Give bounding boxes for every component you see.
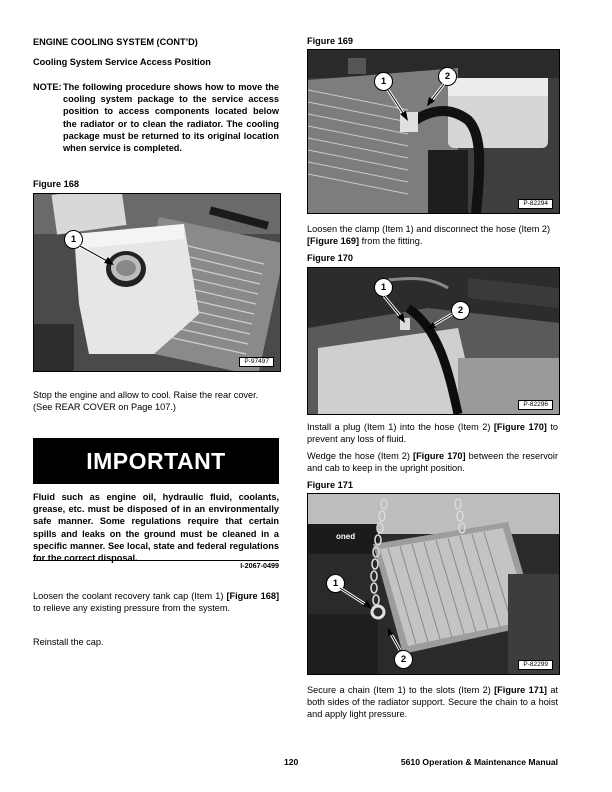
figure-169-photo [307, 49, 560, 214]
figure-168-callout-1: 1 [64, 230, 83, 249]
figure-170-callout-1: 1 [374, 278, 393, 297]
figure-168-label: Figure 168 [33, 179, 79, 189]
figure-171-photo-text: oned [336, 532, 356, 541]
figure-169-label: Figure 169 [307, 36, 353, 46]
figure-169-callout-1: 1 [374, 72, 393, 91]
figure-169-callout-2: 2 [438, 67, 457, 86]
figure-169-ref: [Figure 169] [307, 236, 360, 247]
figure-168-code: P-97497 [239, 357, 274, 367]
para-loosen-clamp-text-b: from the fitting. [359, 236, 423, 247]
figure-169-code: P-82294 [518, 199, 553, 209]
para-install-plug-text-a: Install a plug (Item 1) into the hose (Item 2) [307, 422, 494, 432]
para-loosen-clamp [307, 223, 558, 247]
page-number: 120 [284, 757, 299, 767]
figure-170-ref-a: [Figure 170] [493, 422, 547, 432]
subsection-title: Cooling System Service Access Position [33, 57, 211, 67]
para-stop-engine: Stop the engine and allow to cool. Raise the rear cover. (See REAR COVER on Page 107.) [33, 390, 259, 413]
manual-title: 5610 Operation & Maintenance Manual [400, 757, 558, 767]
para-secure-chain-text-a: Secure a chain (Item 1) to the slots (Item 2) [307, 685, 495, 695]
important-banner: IMPORTANT [33, 438, 279, 484]
figure-171-ref: [Figure 171] [494, 685, 547, 695]
figure-171-label: Figure 171 [307, 480, 353, 490]
para-install-plug [307, 421, 558, 445]
para-loosen-cap [33, 590, 279, 614]
note-text: The following procedure shows how to move the cooling system package to the service access position to access components located below the radiator or to clean the radiator. The cooling package must be returned to its original location when service is completed. [63, 82, 279, 154]
figure-171-photo [307, 493, 560, 675]
figure-171-callout-2: 2 [394, 650, 413, 669]
para-secure-chain [307, 684, 558, 721]
figure-170-ref-b: [Figure 170] [413, 451, 466, 461]
figure-171-callout-1: 1 [326, 574, 345, 593]
para-secure-chain-text-b: at both sides of the radiator support. Secure the chain to a hoist and apply light pressure. [307, 685, 559, 720]
para-loosen-clamp-text-a: Loosen the clamp (Item 1) and disconnect the hose (Item 2) [307, 224, 551, 234]
para-install-plug-text-b: to prevent any loss of fluid. [307, 422, 559, 445]
figure-171-code: P-82299 [518, 660, 553, 670]
figure-168-ref: [Figure 168] [226, 591, 280, 601]
figure-170-callout-2: 2 [451, 301, 470, 320]
important-code: I-2067-0499 [240, 561, 279, 570]
note-label: NOTE: [33, 82, 62, 92]
figure-170-label: Figure 170 [307, 253, 353, 263]
para-wedge-hose-text-b: between the reservoir and cab to keep in the upright position. [307, 451, 559, 474]
para-loosen-cap-text-a: Loosen the coolant recovery tank cap (Item 1) [33, 591, 227, 601]
section-title: ENGINE COOLING SYSTEM (CONT’D) [33, 37, 198, 47]
para-wedge-hose [307, 450, 558, 474]
para-loosen-cap-text-b: to relieve any existing pressure from the system. [33, 603, 231, 614]
important-text: Fluid such as engine oil, hydraulic fluid, coolants, grease, etc. must be disposed of in an environmentally safe manner. Some regulations require that certain spills and leaks on the ground must be cleaned in a specific manner. See local, state and federal regulations for the correct disposal. [33, 492, 279, 564]
para-wedge-hose-text-a: Wedge the hose (Item 2) [307, 451, 414, 461]
figure-168-photo [33, 193, 281, 372]
figure-170-photo [307, 267, 560, 415]
para-reinstall-cap: Reinstall the cap. [33, 637, 104, 647]
figure-170-code: P-82296 [518, 400, 553, 410]
